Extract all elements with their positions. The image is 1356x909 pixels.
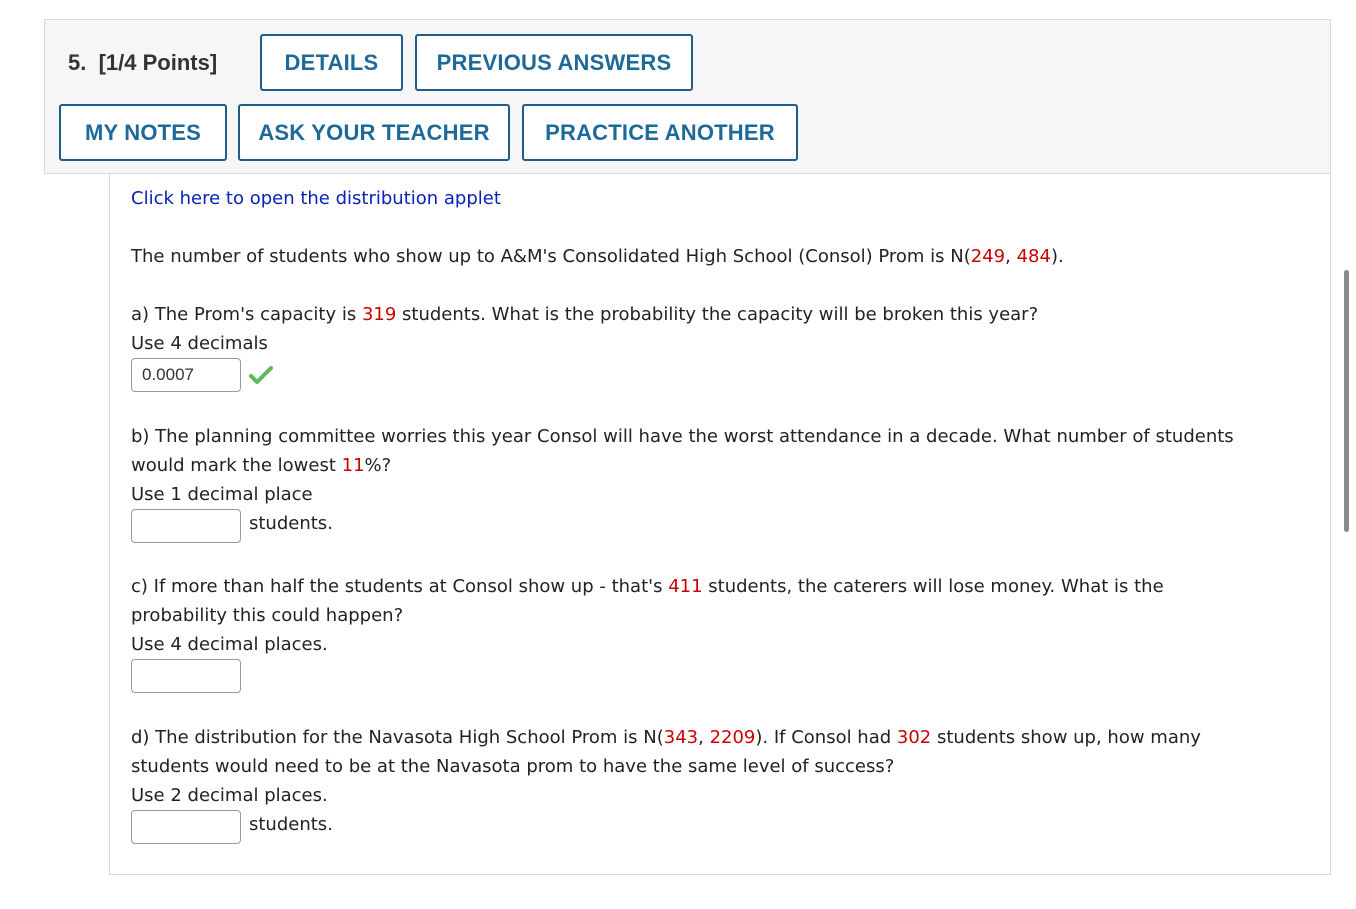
part-a-capacity: 319	[361, 304, 397, 325]
intro-sep: ,	[1005, 246, 1017, 267]
question-number	[68, 50, 217, 76]
part-d-question-line2: students would need to be at the Navasota prom to have the same level of success?	[131, 756, 895, 777]
part-d-line1-after: students show up, how many	[931, 727, 1201, 748]
question-points: [1/4 Points]	[98, 50, 218, 75]
check-icon	[249, 365, 273, 385]
part-d-mean: 343	[663, 727, 699, 748]
previous-answers-button[interactable]: PREVIOUS ANSWERS	[415, 34, 693, 91]
practice-another-button[interactable]: PRACTICE ANOTHER	[522, 104, 798, 161]
part-a-after: students. What is the probability the capacity will be broken this year?	[396, 304, 1039, 325]
part-a-instruction: Use 4 decimals	[131, 333, 268, 354]
part-c-answer-field[interactable]	[131, 659, 241, 693]
distribution-applet-link[interactable]: Click here to open the distribution applet	[131, 188, 501, 209]
intro-text	[131, 242, 1064, 271]
intro-after: ).	[1050, 246, 1064, 267]
part-c-question-line2: probability this could happen?	[131, 605, 404, 626]
part-a-answer-field[interactable]: 0.0007	[131, 358, 241, 392]
part-a-question	[131, 300, 1038, 329]
my-notes-button[interactable]: MY NOTES	[59, 104, 227, 161]
intro-mean: 249	[970, 246, 1006, 267]
details-button[interactable]: DETAILS	[260, 34, 403, 91]
part-c-line1-after: students, the caterers will lose money. What is the	[702, 576, 1164, 597]
part-d-answer-field[interactable]	[131, 810, 241, 844]
part-d-consol-count: 302	[896, 727, 932, 748]
part-d-instruction: Use 2 decimal places.	[131, 785, 328, 806]
part-b-unit: students.	[249, 513, 333, 534]
part-c-line1-before: c) If more than half the students at Consol show up - that's	[131, 576, 669, 597]
part-b-instruction: Use 1 decimal place	[131, 484, 313, 505]
ask-your-teacher-button[interactable]: ASK YOUR TEACHER	[238, 104, 510, 161]
intro-before: The number of students who show up to A&M's Consolidated High School (Consol) Prom is N(	[131, 246, 971, 267]
question-index: 5.	[68, 50, 87, 75]
part-b-percent: 11	[341, 455, 365, 476]
page-scrollbar[interactable]	[1344, 270, 1349, 532]
part-c-count: 411	[668, 576, 703, 597]
part-d-unit: students.	[249, 814, 333, 835]
part-b-question-line2	[131, 451, 391, 480]
part-c-instruction: Use 4 decimal places.	[131, 634, 328, 655]
part-d-question-line1	[131, 723, 1201, 752]
part-d-sep: ,	[698, 727, 710, 748]
part-b-line2-before: would mark the lowest	[131, 455, 342, 476]
part-b-line2-after: %?	[364, 455, 392, 476]
part-d-variance: 2209	[709, 727, 756, 748]
part-b-question-line1: b) The planning committee worries this year Consol will have the worst attendance in a decade. What number of students	[131, 426, 1234, 447]
part-c-question-line1	[131, 572, 1164, 601]
part-d-line1-before: d) The distribution for the Navasota High School Prom is N(	[131, 727, 664, 748]
part-a-before: a) The Prom's capacity is	[131, 304, 362, 325]
part-d-mid: ). If Consol had	[755, 727, 897, 748]
intro-variance: 484	[1016, 246, 1051, 267]
part-b-answer-field[interactable]	[131, 509, 241, 543]
